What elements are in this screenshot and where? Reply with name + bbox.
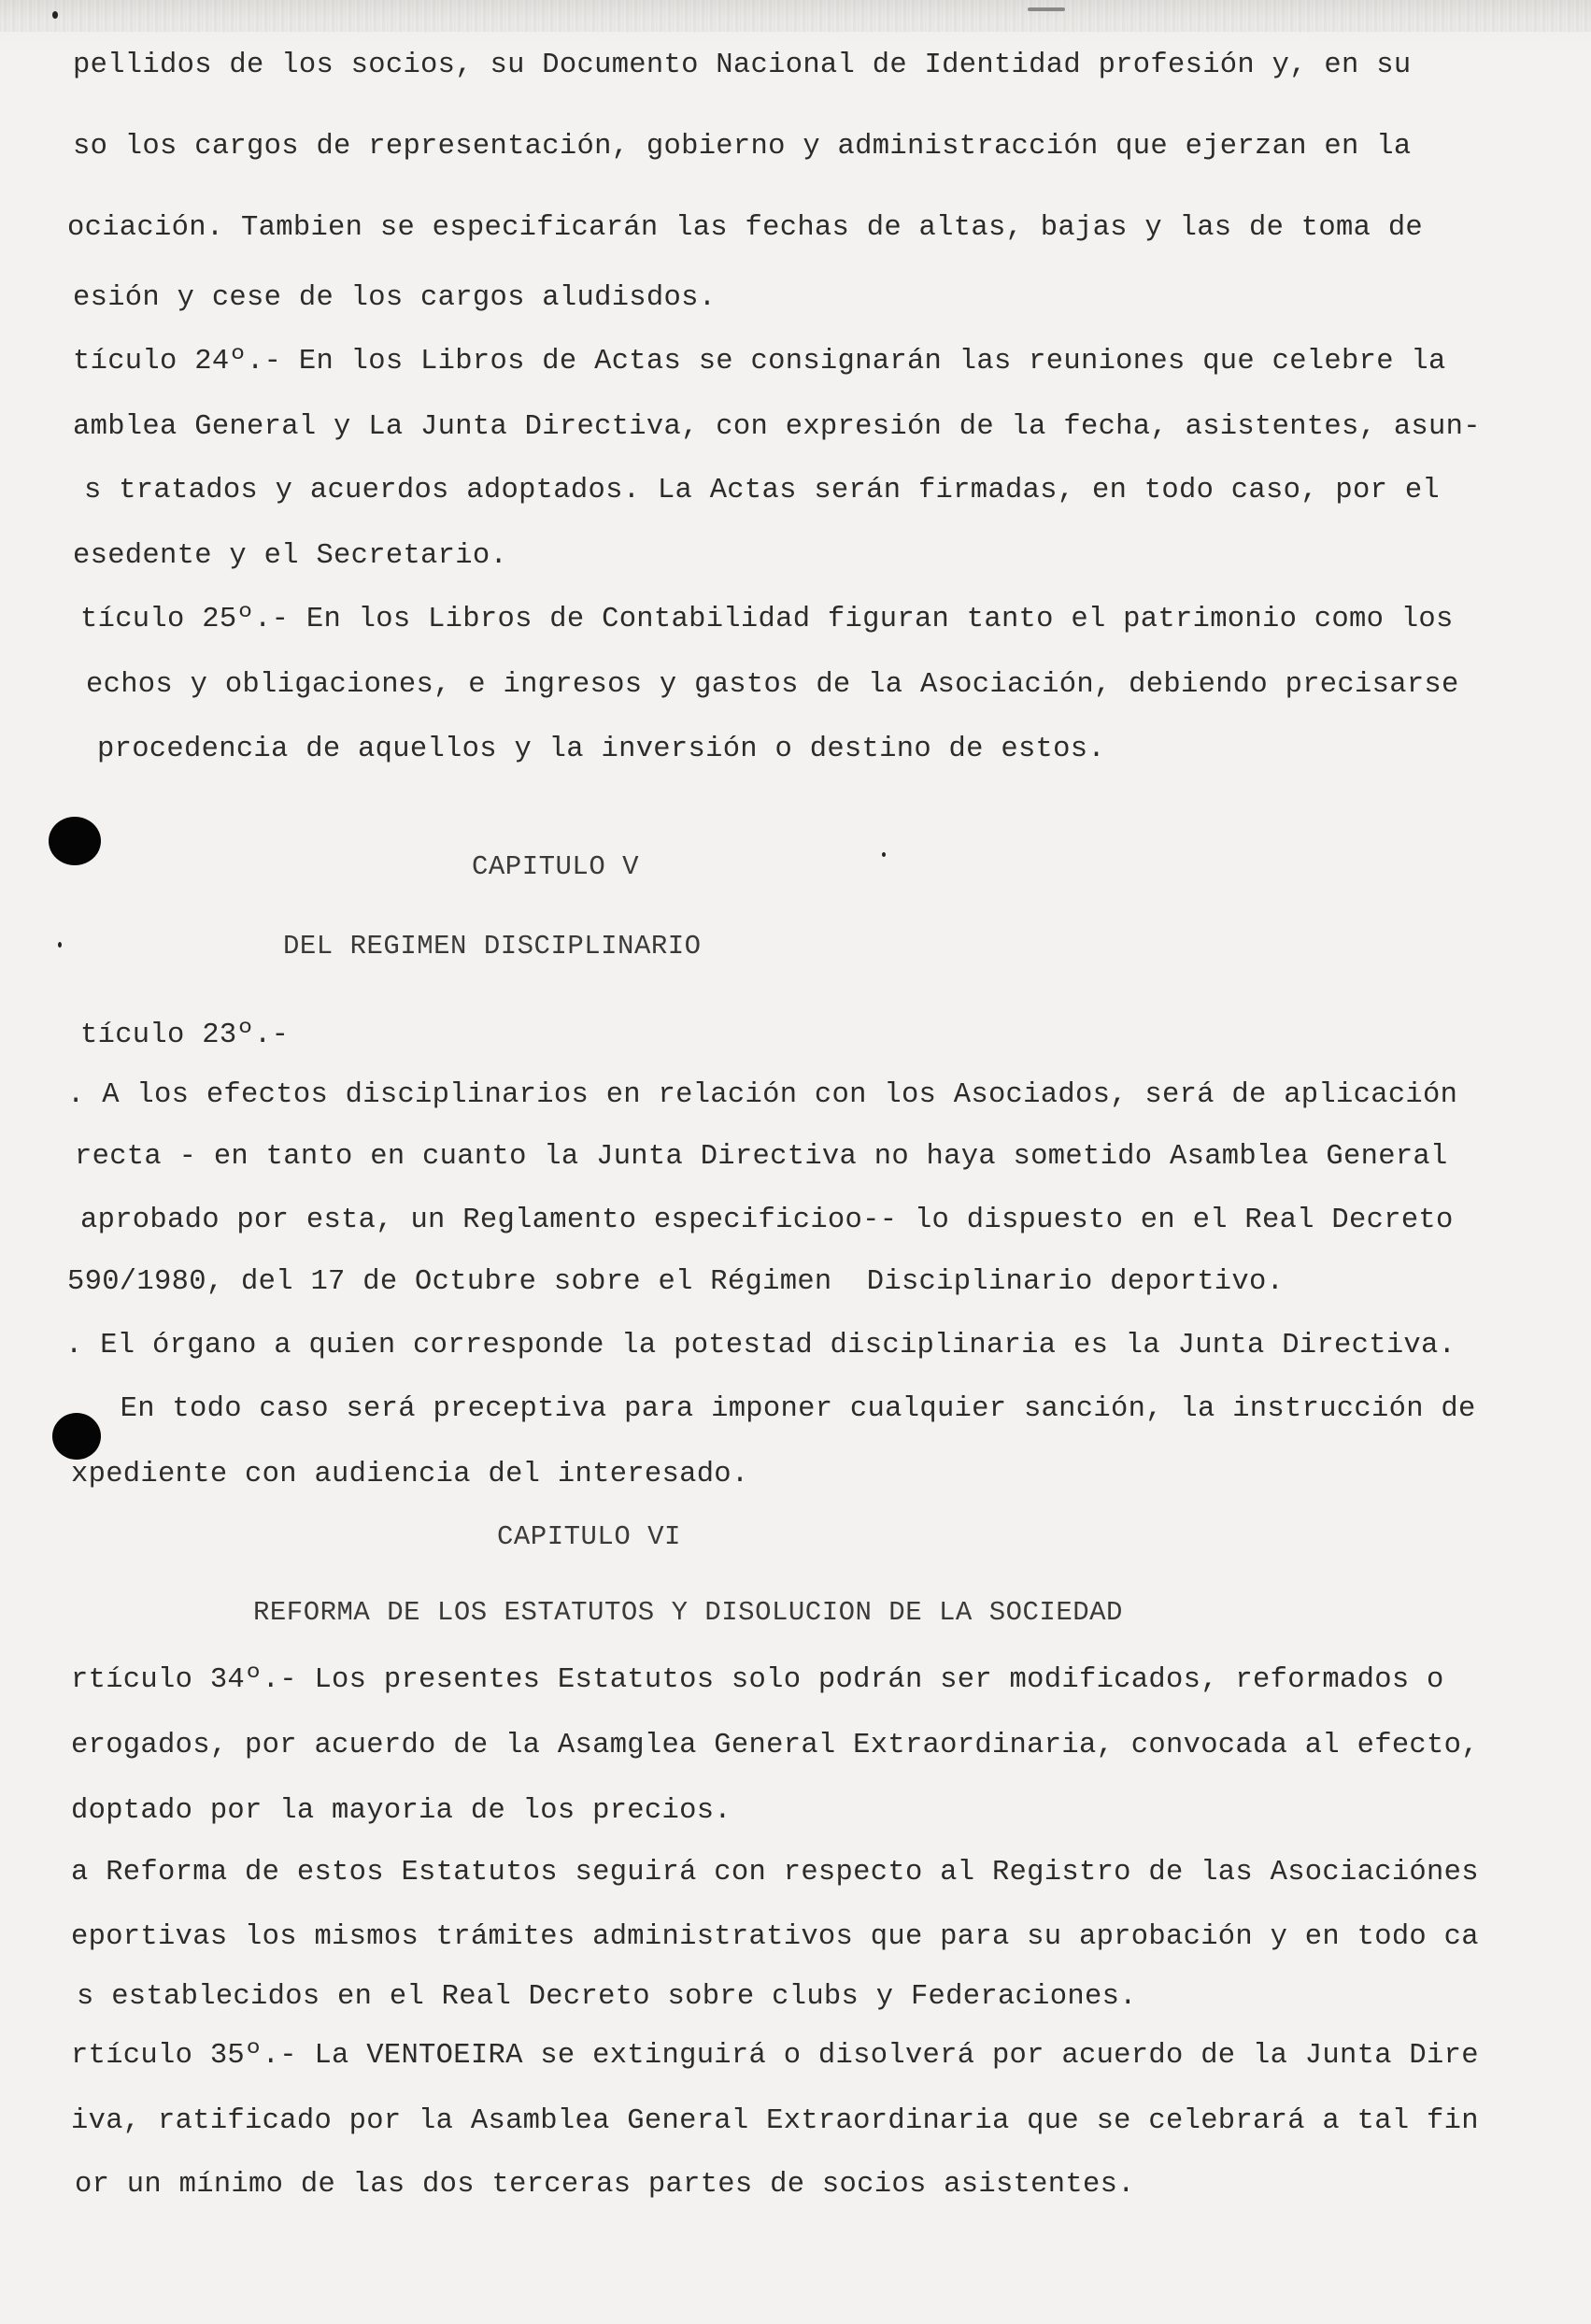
text-line: 590/1980, del 17 de Octubre sobre el Régimen Disciplinario deportivo. [67, 1266, 1285, 1298]
text-line: rtículo 35º.- La VENTOEIRA se extinguirá o disolverá por acuerdo de la Junta Dire [71, 2040, 1479, 2072]
text-line: aprobado por esta, un Reglamento especificioo-- lo dispuesto en el Real Decreto [80, 1205, 1454, 1236]
text-line: doptado por la mayoria de los precios. [71, 1795, 732, 1827]
text-line: tículo 24º.- En los Libros de Actas se consignarán las reuniones que celebre la [73, 346, 1446, 378]
scan-speck [52, 11, 58, 19]
text-line: eportivas los mismos trámites administrativos que para su aprobación y en todo ca [71, 1921, 1479, 1953]
text-line: . A los efectos disciplinarios en relación con los Asociados, será de aplicación [67, 1079, 1458, 1111]
chapter-6-title: CAPITULO VI [497, 1521, 681, 1552]
text-line: erogados, por acuerdo de la Asamglea General Extraordinaria, convocada al efecto, [71, 1730, 1479, 1761]
scan-speck [58, 942, 62, 948]
text-line: ociación. Tambien se especificarán las fechas de altas, bajas y las de toma de [67, 212, 1424, 244]
text-line: or un mínimo de las dos terceras partes de socios asistentes. [75, 2169, 1135, 2201]
punch-hole-mark [52, 1413, 101, 1460]
text-line: xpediente con audiencia del interesado. [71, 1459, 749, 1490]
scan-speck [1028, 7, 1065, 11]
punch-hole-mark [49, 817, 101, 865]
text-line: tículo 23º.- [80, 1019, 290, 1051]
text-line: En todo caso será preceptiva para imponer cualquier sanción, la instrucción de [103, 1393, 1476, 1425]
text-line: tículo 25º.- En los Libros de Contabilidad figuran tanto el patrimonio como los [80, 604, 1454, 635]
chapter-5-title: CAPITULO V [472, 851, 640, 882]
text-line: so los cargos de representación, gobierno y administracción que ejerzan en la [73, 131, 1412, 163]
text-line: esedente y el Secretario. [73, 540, 508, 572]
text-line: procedencia de aquellos y la inversión o destino de estos. [97, 734, 1105, 765]
chapter-5-subtitle: DEL REGIMEN DISCIPLINARIO [283, 931, 702, 962]
text-line: amblea General y La Junta Directiva, con expresión de la fecha, asistentes, asun- [73, 411, 1481, 443]
text-line: . El órgano a quien corresponde la potestad disciplinaria es la Junta Directiva. [65, 1330, 1456, 1362]
text-line: iva, ratificado por la Asamblea General Extraordinaria que se celebrará a tal fin [71, 2105, 1479, 2137]
scan-speck [882, 852, 886, 857]
text-line: rtículo 34º.- Los presentes Estatutos solo podrán ser modificados, reformados o [71, 1664, 1444, 1696]
chapter-6-subtitle: REFORMA DE LOS ESTATUTOS Y DISOLUCION DE LA SOCIEDAD [253, 1597, 1123, 1628]
text-line: a Reforma de estos Estatutos seguirá con respecto al Registro de las Asociaciónes [71, 1857, 1479, 1889]
text-line: s establecidos en el Real Decreto sobre clubs y Federaciones. [77, 1981, 1137, 2013]
text-line: echos y obligaciones, e ingresos y gastos de la Asociación, debiendo precisarse [86, 669, 1459, 701]
text-line: s tratados y acuerdos adoptados. La Actas serán firmadas, en todo caso, por el [84, 475, 1441, 506]
scan-top-edge [0, 0, 1591, 32]
text-line: recta - en tanto en cuanto la Junta Directiva no haya sometido Asamblea General [75, 1141, 1448, 1173]
text-line: esión y cese de los cargos aludisdos. [73, 282, 717, 314]
text-line: pellidos de los socios, su Documento Nacional de Identidad profesión y, en su [73, 50, 1412, 81]
